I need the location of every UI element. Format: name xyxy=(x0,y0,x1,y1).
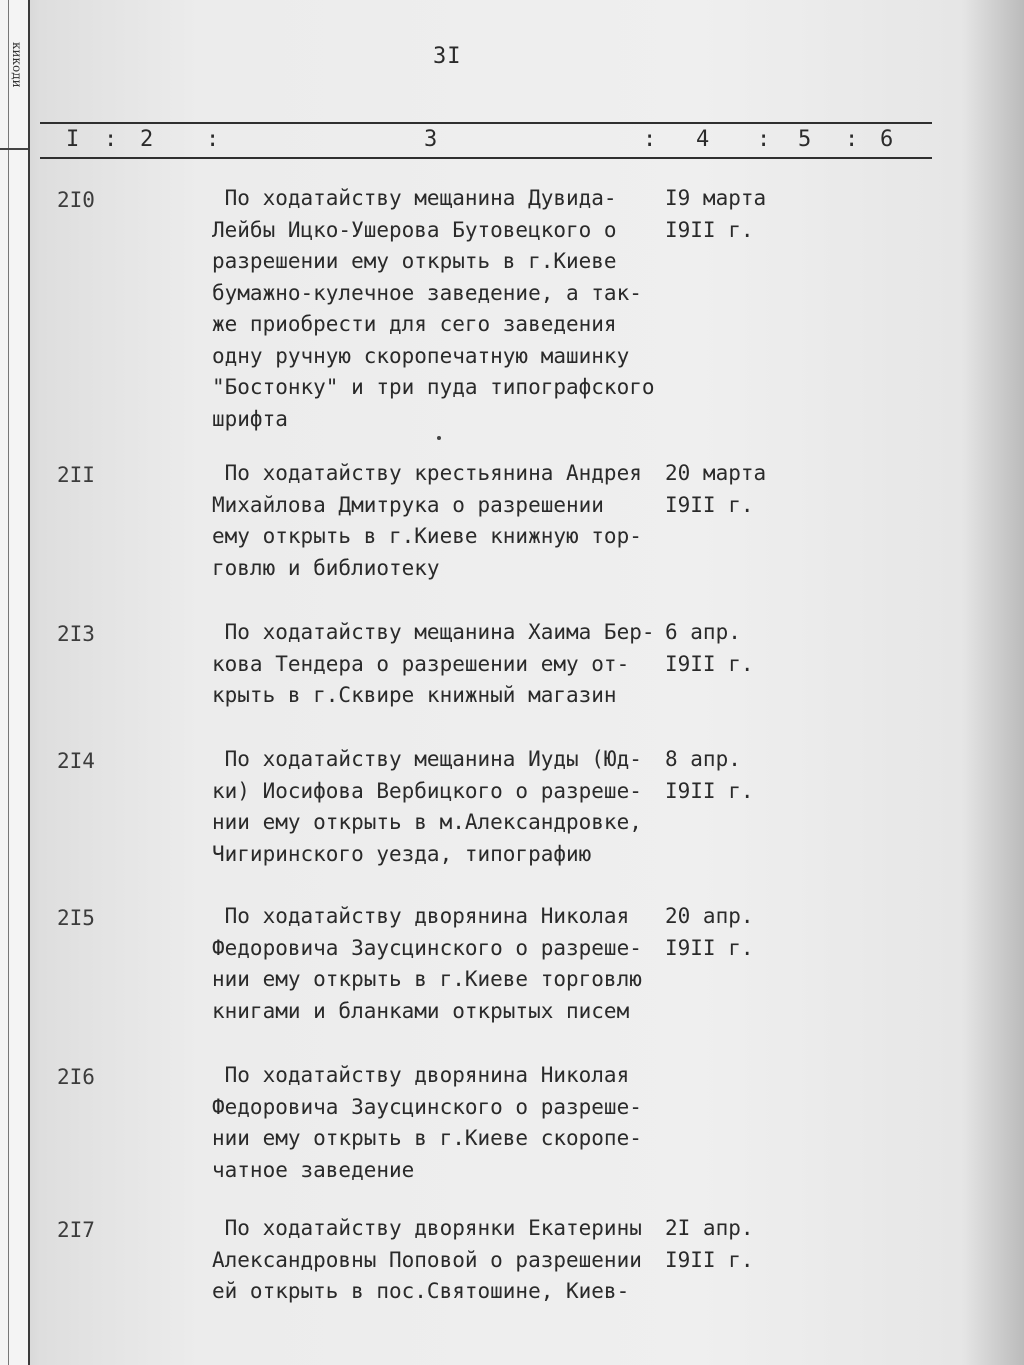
page-number: 3I xyxy=(433,44,462,69)
entry-date xyxy=(665,183,766,246)
entry-description-line: одну ручную скоропечатную машинку xyxy=(212,343,630,368)
entry-description-line: чатное заведение xyxy=(212,1157,415,1182)
entry-number: 2I5 xyxy=(57,906,95,930)
entry-date-line: I9II г. xyxy=(665,651,754,676)
entry-description-line: Михайлова Дмитрука о разрешении xyxy=(212,492,604,517)
column-separator: : xyxy=(104,127,118,152)
entry-date xyxy=(665,1213,754,1276)
entry-number: 2II xyxy=(57,463,95,487)
entry-description-line: Чигиринского уезда, типографию xyxy=(212,841,592,866)
column-header-3: 3 xyxy=(424,127,438,152)
entry-date-line: 6 апр. xyxy=(665,620,741,644)
entry-description xyxy=(212,183,682,435)
entry-description-line: По ходатайству мещанина Хаима Бер- xyxy=(212,620,655,644)
entry-description-line: бумажно-кулечное заведение, а так- xyxy=(212,280,642,305)
entry-date-line: I9II г. xyxy=(665,778,754,803)
entry-number: 2I7 xyxy=(57,1218,95,1242)
column-header-5: 5 xyxy=(798,127,812,152)
entry-description-line: нии ему открыть в г.Киеве торговлю xyxy=(212,967,642,991)
entry-description-line: нии ему открыть в м.Александровке, xyxy=(212,810,642,834)
margin-mark xyxy=(0,148,28,150)
entry-date xyxy=(665,458,766,521)
entry-date-line: 8 апр. xyxy=(665,747,741,771)
entry-date-line: 20 апр. xyxy=(665,904,754,928)
entry-description-line: нии ему открыть в г.Киеве скоропе- xyxy=(212,1126,642,1150)
entry-description-line: Александровны Поповой о разрешении xyxy=(212,1247,642,1272)
entry-date xyxy=(665,617,754,680)
entry-description-line: По ходатайству мещанина Иуды (Юд- xyxy=(212,747,642,771)
binding-margin xyxy=(0,0,30,1365)
entry-description xyxy=(212,1060,682,1186)
column-separator: : xyxy=(845,127,859,152)
entry-date-line: 20 марта xyxy=(665,461,767,485)
entry-description-line: книгами и бланками открытых писем xyxy=(212,998,630,1023)
entry-description-line: говлю и библиотеку xyxy=(212,555,440,580)
entry-number: 2I3 xyxy=(57,622,95,646)
column-header-2: 2 xyxy=(140,127,154,152)
column-separator: : xyxy=(643,127,657,152)
column-separator: : xyxy=(757,127,771,152)
entry-description xyxy=(212,1213,682,1308)
entry-description-line: По ходатайству дворянки Екатерины xyxy=(212,1216,642,1240)
entry-description-line: По ходатайству мещанина Дувида- xyxy=(212,186,617,210)
entry-description-line: же приобрести для сего заведения xyxy=(212,312,617,336)
page-edge-shadow xyxy=(964,0,1024,1365)
header-rule-top xyxy=(40,122,932,124)
entry-description xyxy=(212,617,682,712)
entry-description xyxy=(212,744,682,870)
entry-description-line: шрифта xyxy=(212,406,288,431)
entry-number: 2I0 xyxy=(57,188,95,212)
entry-description-line: ему открыть в г.Киеве книжную тор- xyxy=(212,524,642,548)
entry-date-line: I9 марта xyxy=(665,186,767,210)
entry-description-line: кова Тендера о разрешении ему от- xyxy=(212,651,630,676)
column-separator: : xyxy=(206,127,220,152)
entry-date-line: I9II г. xyxy=(665,492,754,517)
column-header-6: 6 xyxy=(880,127,894,152)
entry-description-line: Федоровича Заусцинского о разреше- xyxy=(212,1094,642,1119)
entry-number: 2I4 xyxy=(57,749,95,773)
entry-description-line: ей открыть в пос.Святошине, Киев- xyxy=(212,1279,630,1303)
binding-line xyxy=(8,0,9,1365)
entry-date-line: 2I апр. xyxy=(665,1216,754,1240)
entry-description-line: По ходатайству крестьянина Андрея xyxy=(212,461,642,485)
entry-number: 2I6 xyxy=(57,1065,95,1089)
entry-date-line: I9II г. xyxy=(665,935,754,960)
entry-description xyxy=(212,901,682,1027)
entry-date-line: I9II г. xyxy=(665,1247,754,1272)
column-header-1: I xyxy=(66,127,80,152)
stray-mark xyxy=(437,436,441,440)
entry-description-line: По ходатайству дворянина Николая xyxy=(212,904,630,928)
entry-description xyxy=(212,458,682,584)
entry-date xyxy=(665,901,754,964)
entry-description-line: По ходатайству дворянина Николая xyxy=(212,1063,630,1087)
margin-label: кикоди xyxy=(10,42,24,88)
header-rule-bottom xyxy=(40,157,932,159)
entry-description-line: Федоровича Заусцинского о разреше- xyxy=(212,935,642,960)
column-header-4: 4 xyxy=(696,127,710,152)
entry-description-line: ки) Иосифова Вербицкого о разреше- xyxy=(212,778,642,803)
entry-description-line: крыть в г.Сквире книжный магазин xyxy=(212,683,617,707)
entry-date xyxy=(665,744,754,807)
entry-date-line: I9II г. xyxy=(665,217,754,242)
entry-description-line: Лейбы Ицко-Ушерова Бутовецкого о xyxy=(212,217,617,242)
entry-description-line: "Бостонку" и три пуда типографского xyxy=(212,375,655,399)
entry-description-line: разрешении ему открыть в г.Киеве xyxy=(212,249,617,273)
